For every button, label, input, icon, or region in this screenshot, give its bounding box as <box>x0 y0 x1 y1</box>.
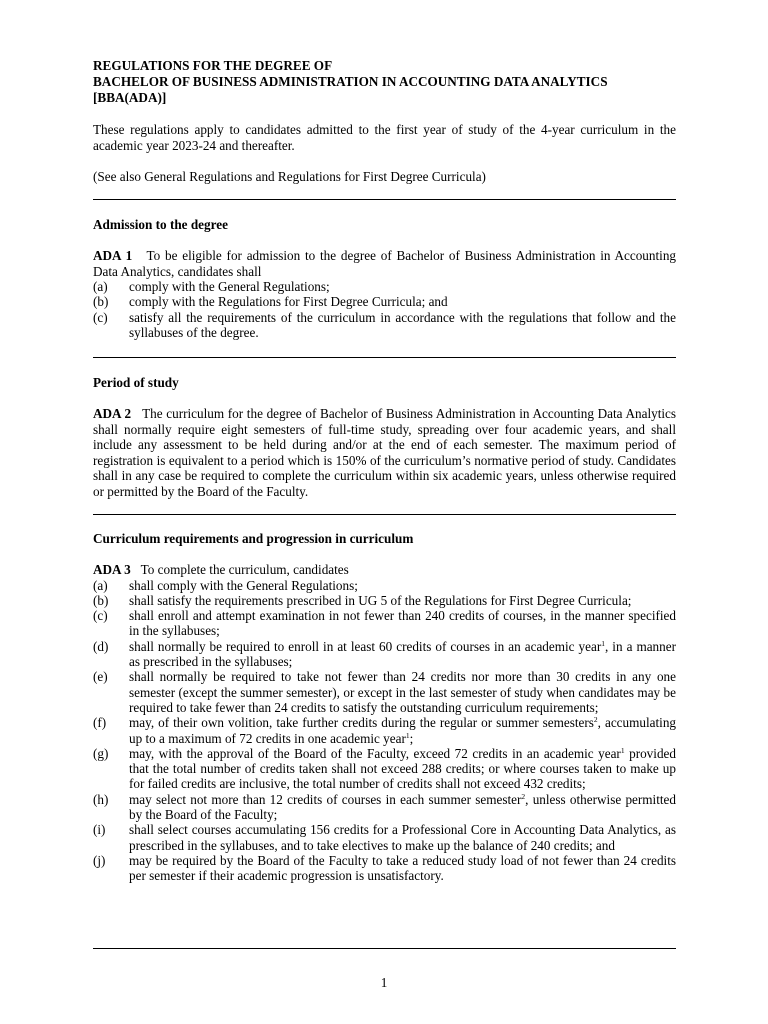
section-divider <box>93 199 676 200</box>
curriculum-section <box>93 531 676 884</box>
ada1-label: ADA 1 <box>93 248 133 263</box>
footnote-ref: 1 <box>620 745 625 755</box>
admission-list <box>93 279 676 340</box>
title-line-2: BACHELOR OF BUSINESS ADMINISTRATION IN ACCOUNTING DATA ANALYTICS <box>93 74 608 89</box>
list-item: (h) may select not more than 12 credits of courses in each summer semester$^2$, unless otherwise permitted by the Board of the Faculty; <box>93 791 676 823</box>
list-item: (j) may be required by the Board of the Faculty to take a reduced study load of not fewer than 24 credits per semester if their academic progression is unsatisfactory. <box>93 852 676 884</box>
footnote-ref: 2 <box>593 715 598 725</box>
curriculum-list <box>93 578 676 884</box>
curriculum-heading: Curriculum requirements and progression in curriculum <box>93 531 414 546</box>
section-divider <box>93 948 676 949</box>
list-item: (f) may, of their own volition, take further credits during the regular or summer semesters$^2$, accumulating up to a maximum of 72 credits in one academic year$^1$; <box>93 715 677 746</box>
document-header <box>93 58 676 185</box>
admission-heading: Admission to the degree <box>93 217 228 232</box>
period-heading: Period of study <box>93 375 179 390</box>
title-line-1: REGULATIONS FOR THE DEGREE OF <box>93 58 333 73</box>
footnote-ref: 1 <box>601 638 605 648</box>
ada3-text: To complete the curriculum, candidates <box>140 562 349 577</box>
section-divider <box>93 514 676 515</box>
list-item: (a) comply with the General Regulations; <box>93 279 330 295</box>
admission-section <box>93 217 676 340</box>
ada2-label: ADA 2 <box>93 406 132 421</box>
list-item: (c) satisfy all the requirements of the curriculum in accordance with the regulations that follow and the syllabuses of the degree. <box>93 309 676 341</box>
ada2-paragraph <box>93 406 676 500</box>
ada3-label: ADA 3 <box>93 562 131 577</box>
title-line-3: [BBA(ADA)] <box>93 90 167 105</box>
section-divider <box>93 357 676 358</box>
period-section <box>93 375 676 500</box>
page-number: 1 <box>380 975 388 990</box>
footnote-ref: 1 <box>405 730 410 740</box>
intro-paragraph: These regulations apply to candidates admitted to the first year of study of the 4-year curriculum in the academic year 2023-24 and thereafter. <box>93 122 676 153</box>
list-item: (i) shall select courses accumulating 156 credits for a Professional Core in Accounting Data Analytics, as prescribed in the syllabuses, and to take electives to make up the balance of 240 credits; and <box>93 822 676 853</box>
footnote-ref: 2 <box>521 791 526 801</box>
list-item: (a) shall comply with the General Regulations; <box>93 577 358 593</box>
list-item: (d) shall normally be required to enroll in at least 60 credits of courses in an academic year$^1$, in a manner as prescribed in the syllabuses; <box>93 638 676 670</box>
ada1-paragraph <box>93 248 676 279</box>
list-item: (b) comply with the Regulations for First Degree Curricula; and <box>93 294 448 310</box>
ada3-paragraph <box>93 562 676 578</box>
see-also-note: (See also General Regulations and Regulations for First Degree Curricula) <box>93 169 486 185</box>
list-item: (c) shall enroll and attempt examination in not fewer than 240 credits of courses, in the manner specified in the syllabuses; <box>93 608 676 639</box>
list-item: (g) may, with the approval of the Board of the Faculty, exceed 72 credits in an academic year$^1$ provided that the total number of credits taken shall not exceed 288 credits; or where courses taken to make up for failed credits are inclusive, the total number of credits shall not exceed 432 credits; <box>93 745 676 792</box>
list-item: (b) shall satisfy the requirements prescribed in UG 5 of the Regulations for First Degree Curricula; <box>93 592 632 608</box>
ada1-text: To be eligible for admission to the degree of Bachelor of Business Administration in Accounting Data Analytics, candidates shall <box>93 248 677 279</box>
list-item: (e) shall normally be required to take not fewer than 24 credits nor more than 30 credits in any one semester (except the summer semester), or except in the last semester of study when candidates may be required to take fewer than 24 credits to satisfy the outstanding curriculum requirements; <box>93 669 676 715</box>
ada2-text: The curriculum for the degree of Bachelor of Business Administration in Accounting Data Analytics shall normally require eight semesters of full-time study, spreading over four academic years, and shall include any assessment to be held during and/or at the end of each semester. The maximum period of registration is equivalent to a period which is 150% of the curriculum’s normative period of study. Candidates shall in any case be required to complete the curriculum within six academic years, unless otherwise required or permitted by the Board of the Faculty. <box>93 406 677 499</box>
